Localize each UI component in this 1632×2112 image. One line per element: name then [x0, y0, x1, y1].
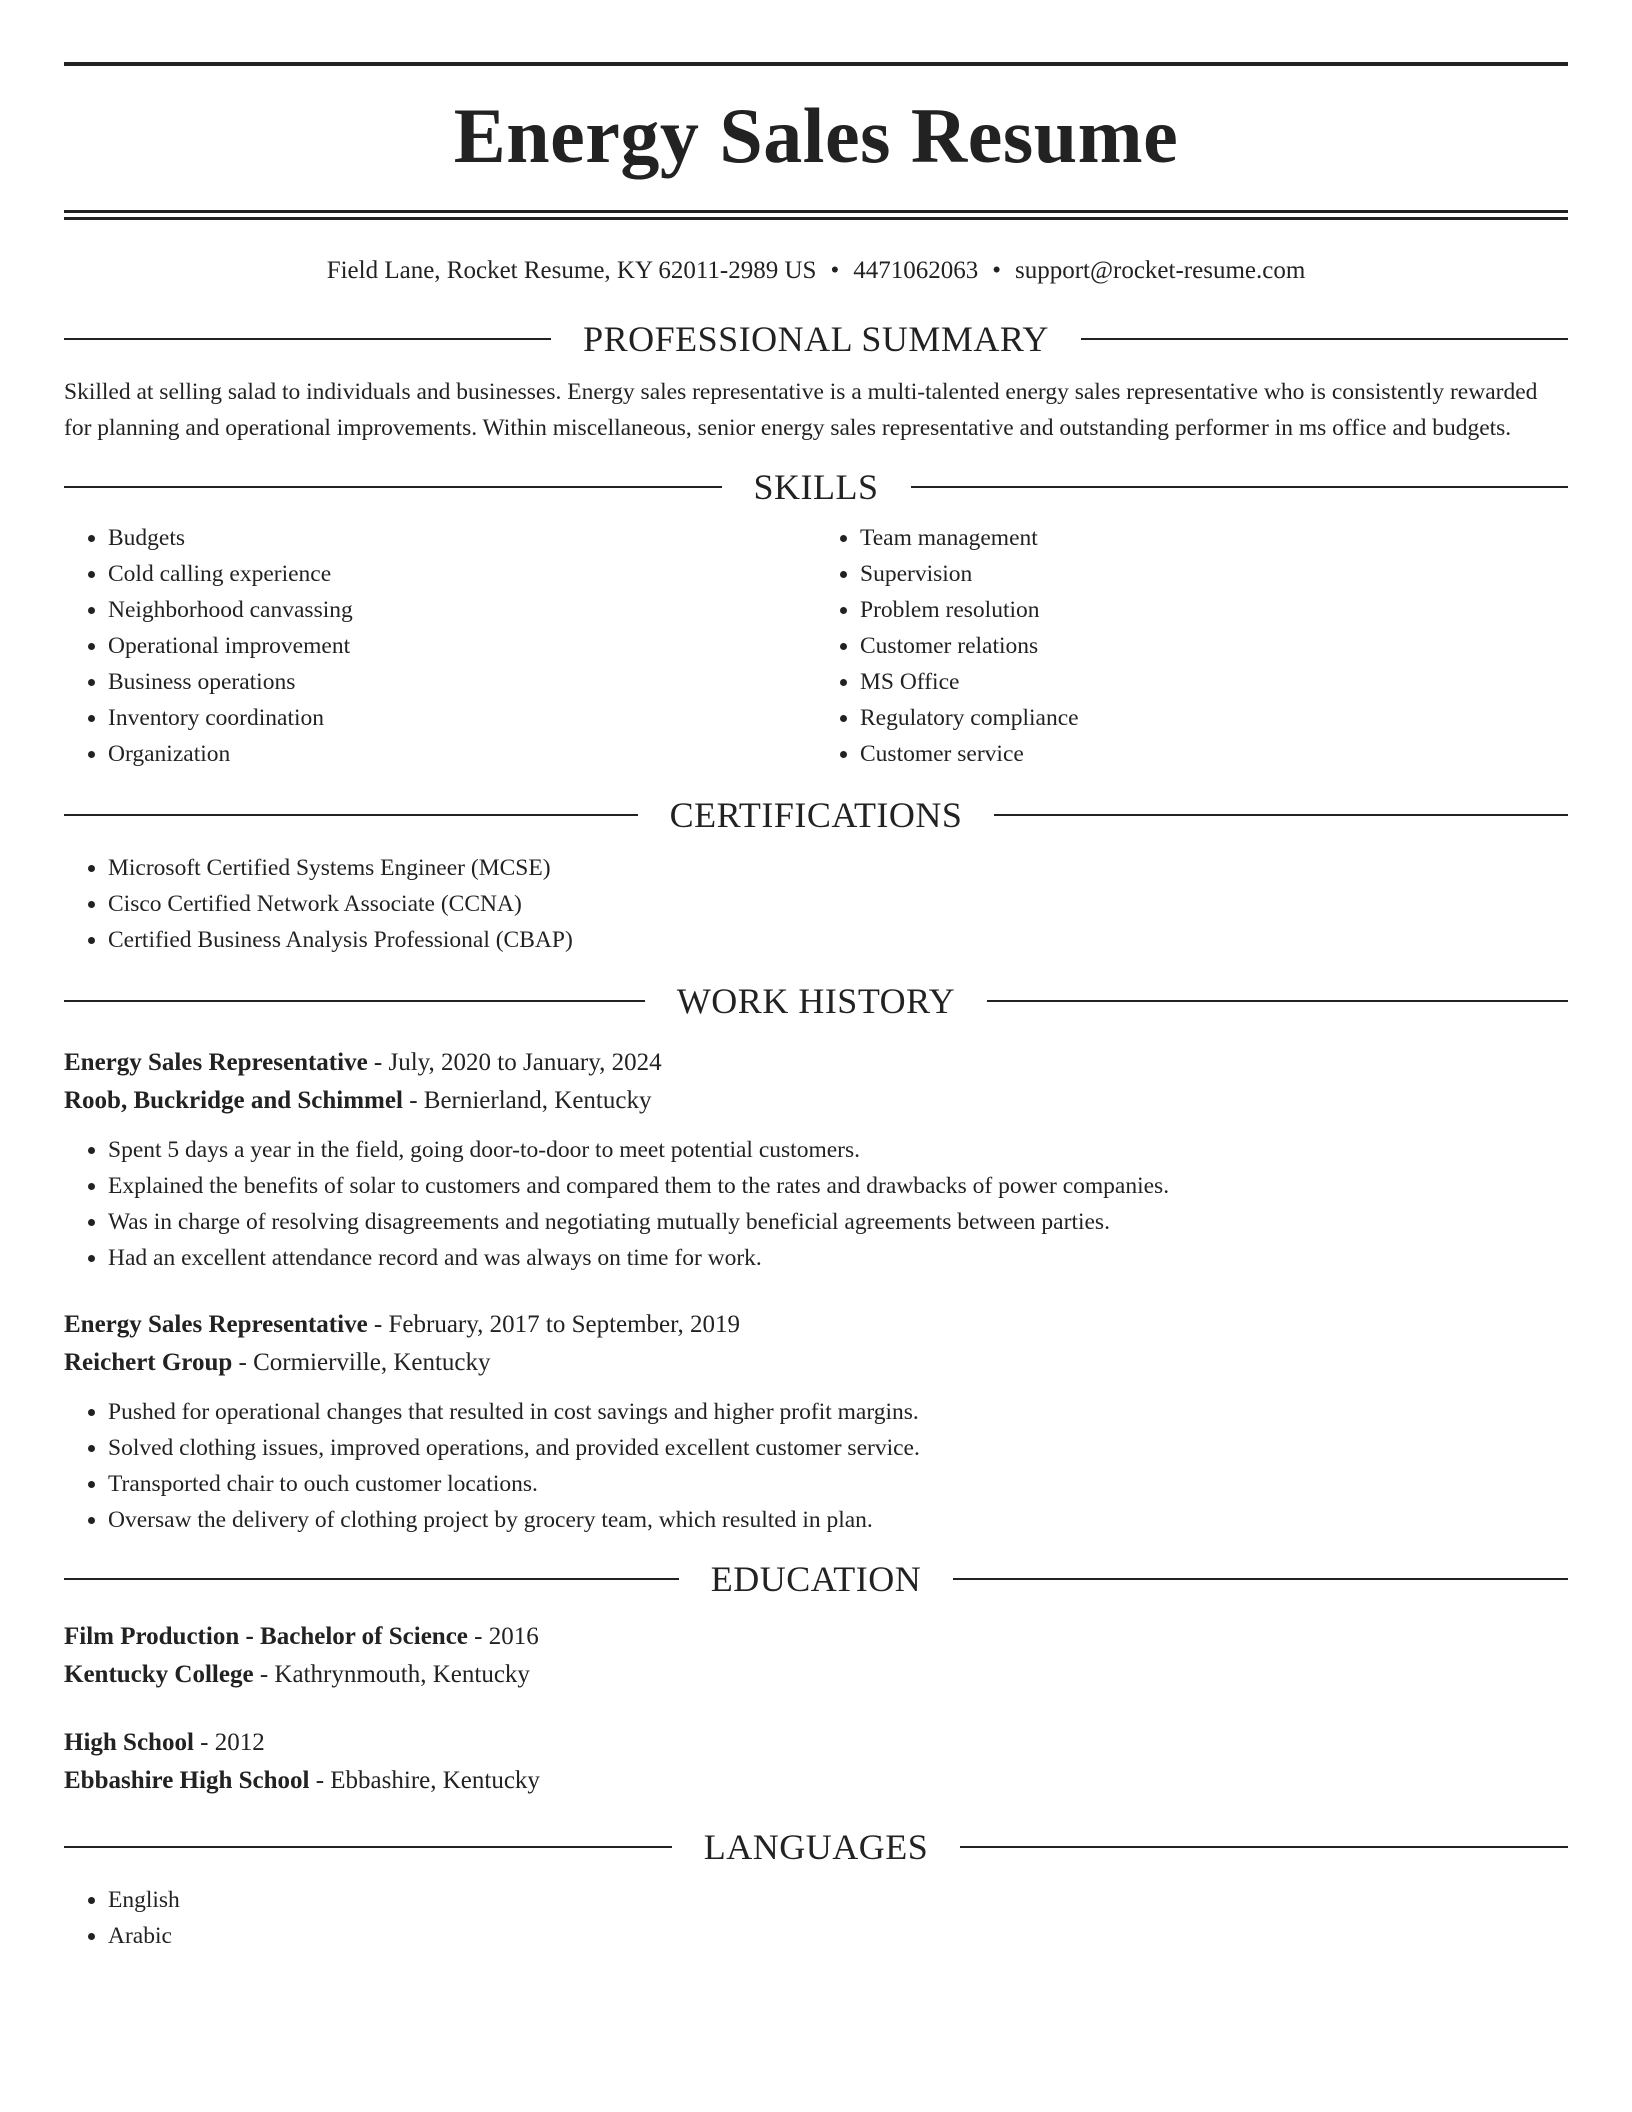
- job-title-line: [64, 1044, 1568, 1082]
- contact-line: [64, 256, 1568, 286]
- job-bullet: • Explained the benefits of solar to customers and compared them to the rates and drawbacks of power companies.: [108, 1168, 1568, 1204]
- heading-rule-left: [64, 814, 638, 816]
- heading-rule-right: [1081, 338, 1568, 340]
- skills-heading: [64, 462, 1568, 512]
- job-bullet: • Pushed for operational changes that resulted in cost savings and higher profit margins.: [108, 1394, 1568, 1430]
- education-degree-line: [64, 1618, 1568, 1656]
- language-item: • English: [108, 1882, 1568, 1918]
- heading-rule-left: [64, 1000, 645, 1002]
- skill-item: • Inventory coordination: [108, 700, 816, 736]
- skill-item: • MS Office: [860, 664, 1568, 700]
- contact-email: support@rocket-resume.com: [1014, 257, 1306, 284]
- job-bullets: [64, 1394, 1568, 1538]
- skill-item: • Organization: [108, 736, 816, 772]
- education-degree: Film Production - Bachelor of Science: [64, 1623, 468, 1650]
- job-bullets: [64, 1132, 1568, 1276]
- education-entry: [64, 1724, 1568, 1800]
- contact-phone: 4471062063: [853, 257, 979, 284]
- education-heading-label: EDUCATION: [710, 1559, 922, 1599]
- job-bullet: • Was in charge of resolving disagreements and negotiating mutually beneficial agreements between parties.: [108, 1204, 1568, 1240]
- job-bullet: • Spent 5 days a year in the field, going door-to-door to meet potential customers.: [108, 1132, 1568, 1168]
- title-double-rule: [64, 210, 1568, 220]
- skill-item: • Customer relations: [860, 628, 1568, 664]
- heading-rule-right: [994, 814, 1568, 816]
- skill-item: • Supervision: [860, 556, 1568, 592]
- certifications-list: [64, 850, 1568, 958]
- education-heading: [64, 1554, 1568, 1604]
- languages-heading: [64, 1822, 1568, 1872]
- education-school-line: [64, 1656, 1568, 1694]
- top-rule: [64, 62, 1568, 66]
- job-dates: - July, 2020 to January, 2024: [367, 1049, 662, 1076]
- work-history-heading-label: WORK HISTORY: [676, 981, 956, 1021]
- skill-item: • Neighborhood canvassing: [108, 592, 816, 628]
- skill-item: • Cold calling experience: [108, 556, 816, 592]
- education-school-line: [64, 1762, 1568, 1800]
- skill-item: • Operational improvement: [108, 628, 816, 664]
- heading-rule-right: [960, 1846, 1568, 1848]
- education-entry: [64, 1618, 1568, 1694]
- languages-heading-label: LANGUAGES: [703, 1827, 929, 1867]
- education-degree-line: [64, 1724, 1568, 1762]
- job-company: Roob, Buckridge and Schimmel: [64, 1087, 403, 1114]
- heading-rule-left: [64, 1578, 679, 1580]
- skills-list-right: [816, 520, 1568, 772]
- skill-item: • Customer service: [860, 736, 1568, 772]
- heading-rule-right: [987, 1000, 1568, 1002]
- skill-item: • Team management: [860, 520, 1568, 556]
- job-entry: [64, 1044, 1568, 1276]
- summary-heading: [64, 314, 1568, 364]
- education-location: - Kathrynmouth, Kentucky: [253, 1661, 530, 1688]
- skills-grid: [64, 520, 1568, 772]
- summary-heading-label: PROFESSIONAL SUMMARY: [583, 319, 1049, 359]
- job-bullet: • Transported chair to ouch customer locations.: [108, 1466, 1568, 1502]
- job-bullet: • Solved clothing issues, improved operations, and provided excellent customer service.: [108, 1430, 1568, 1466]
- education-location: - Ebbashire, Kentucky: [309, 1767, 540, 1794]
- job-company-line: [64, 1344, 1568, 1382]
- job-dates: - February, 2017 to September, 2019: [367, 1311, 740, 1338]
- education-year: - 2016: [467, 1623, 539, 1650]
- summary-text: Skilled at selling salad to individuals and businesses. Energy sales representative is a multi-talented energy sales representative who is consistently rewarded for planning and operational improvements. Within miscellaneous, senior energy sales representative and outstanding performer in ms office and budgets.: [64, 379, 1538, 441]
- job-title: Energy Sales Representative: [64, 1311, 368, 1338]
- heading-rule-left: [64, 1846, 672, 1848]
- skill-item: • Problem resolution: [860, 592, 1568, 628]
- contact-separator: •: [992, 257, 1001, 284]
- certification-item: • Certified Business Analysis Professional (CBAP): [108, 922, 1568, 958]
- skill-item: • Budgets: [108, 520, 816, 556]
- contact-separator: •: [830, 257, 840, 284]
- education-year: - 2012: [193, 1729, 265, 1756]
- education-degree: High School: [64, 1729, 194, 1756]
- certification-item: • Microsoft Certified Systems Engineer (MCSE): [108, 850, 1568, 886]
- heading-rule-left: [64, 338, 551, 340]
- skills-list-left: [64, 520, 816, 772]
- resume-title: Energy Sales Resume: [453, 92, 1179, 179]
- skills-heading-label: SKILLS: [753, 467, 879, 507]
- certifications-heading-label: CERTIFICATIONS: [669, 795, 963, 835]
- job-location: - Cormierville, Kentucky: [232, 1349, 491, 1376]
- job-entry: [64, 1306, 1568, 1538]
- job-company: Reichert Group: [64, 1349, 233, 1376]
- contact-address: Field Lane, Rocket Resume, KY 62011-2989 US: [326, 257, 817, 284]
- job-title-line: [64, 1306, 1568, 1344]
- education-school: Ebbashire High School: [64, 1767, 310, 1794]
- job-bullet: • Had an excellent attendance record and was always on time for work.: [108, 1240, 1568, 1276]
- job-title: Energy Sales Representative: [64, 1049, 368, 1076]
- job-bullet: • Oversaw the delivery of clothing project by grocery team, which resulted in plan.: [108, 1502, 1568, 1538]
- skill-item: • Regulatory compliance: [860, 700, 1568, 736]
- heading-rule-right: [953, 1578, 1568, 1580]
- job-company-line: [64, 1082, 1568, 1120]
- work-history-heading: [64, 976, 1568, 1026]
- certifications-heading: [64, 790, 1568, 840]
- skill-item: • Business operations: [108, 664, 816, 700]
- language-item: • Arabic: [108, 1918, 1568, 1954]
- certification-item: • Cisco Certified Network Associate (CCNA): [108, 886, 1568, 922]
- heading-rule-right: [911, 486, 1569, 488]
- education-school: Kentucky College: [64, 1661, 254, 1688]
- job-location: - Bernierland, Kentucky: [402, 1087, 652, 1114]
- languages-list: [64, 1882, 1568, 1954]
- heading-rule-left: [64, 486, 722, 488]
